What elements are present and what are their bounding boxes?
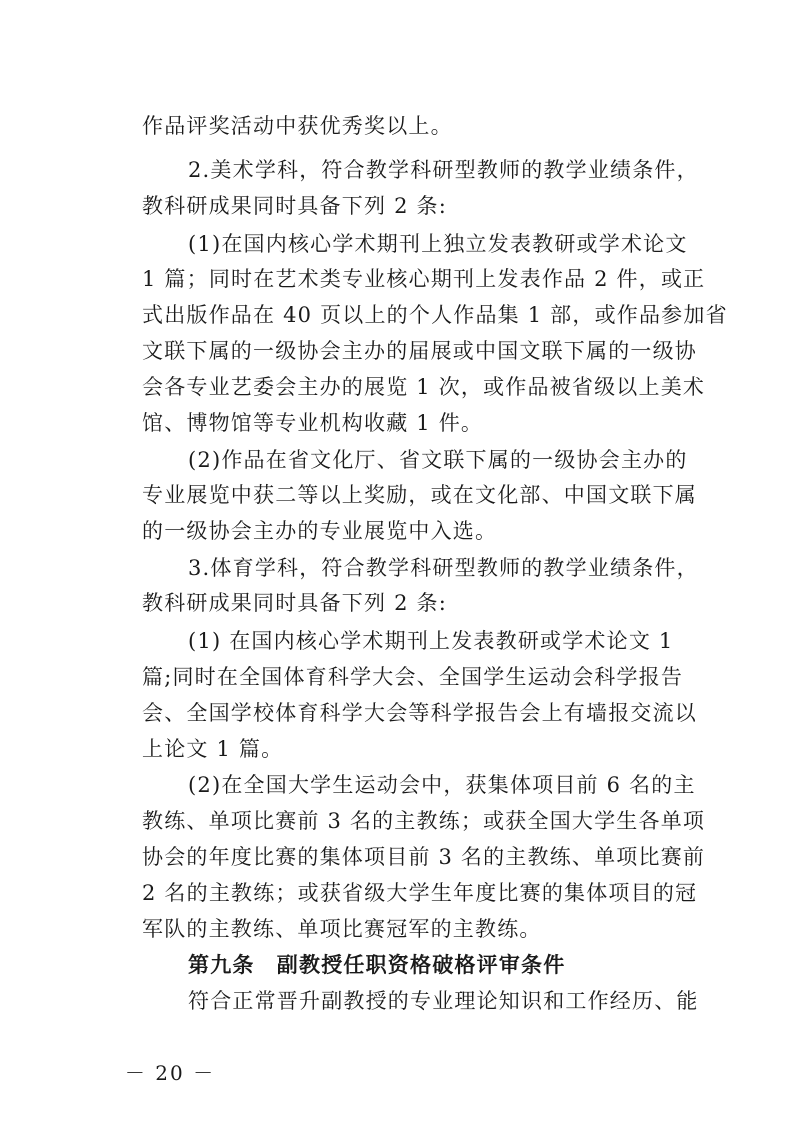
text-line: 教科研成果同时具备下列 2 条: xyxy=(142,591,447,615)
text-line: 式出版作品在 40 页以上的个人作品集 1 部，或作品参加省 xyxy=(142,303,728,327)
text-line: 会、全国学校体育科学大会等科学报告会上有墙报交流以 xyxy=(142,701,697,725)
text-line: 文联下属的一级协会主办的届展或中国文联下属的一级协 xyxy=(142,339,697,363)
text-line: (1) 在国内核心学术期刊上发表教研或学术论文 1 xyxy=(188,629,674,653)
text-line: 的一级协会主办的专业展览中入选。 xyxy=(142,519,498,543)
page-number: － 20 － xyxy=(124,1061,216,1085)
text-line: 军队的主教练、单项比赛冠军的主教练。 xyxy=(142,917,542,941)
text-line: (2)在全国大学生运动会中，获集体项目前 6 名的主 xyxy=(188,773,696,797)
text-line: 作品评奖活动中获优秀奖以上。 xyxy=(142,114,453,138)
text-line: 3.体育学科，符合教学科研型教师的教学业绩条件， xyxy=(188,556,699,580)
text-line: 2 名的主教练；或获省级大学生年度比赛的集体项目的冠 xyxy=(142,881,698,905)
text-line: 教练、单项比赛前 3 名的主教练；或获全国大学生各单项 xyxy=(142,809,706,833)
text-line: 2.美术学科，符合教学科研型教师的教学业绩条件， xyxy=(188,158,699,182)
text-line: 篇;同时在全国体育科学大会、全国学生运动会科学报告 xyxy=(142,665,684,689)
text-line: 会各专业艺委会主办的展览 1 次，或作品被省级以上美术 xyxy=(142,375,706,399)
text-line: 协会的年度比赛的集体项目前 3 名的主教练、单项比赛前 xyxy=(142,845,706,869)
text-line: 上论文 1 篇。 xyxy=(142,737,284,761)
text-line: (1)在国内核心学术期刊上独立发表教研或学术论文 xyxy=(188,232,688,256)
text-line: (2)作品在省文化厅、省文联下属的一级协会主办的 xyxy=(188,448,688,472)
text-line: 符合正常晋升副教授的专业理论知识和工作经历、能 xyxy=(188,989,699,1013)
text-line: 教科研成果同时具备下列 2 条: xyxy=(142,194,447,218)
text-line: 馆、博物馆等专业机构收藏 1 件。 xyxy=(142,411,484,435)
section-heading: 第九条 副教授任职资格破格评审条件 xyxy=(188,953,566,977)
text-line: 1 篇；同时在艺术类专业核心期刊上发表作品 2 件，或正 xyxy=(142,267,706,291)
text-line: 专业展览中获二等以上奖励，或在文化部、中国文联下属 xyxy=(142,483,697,507)
